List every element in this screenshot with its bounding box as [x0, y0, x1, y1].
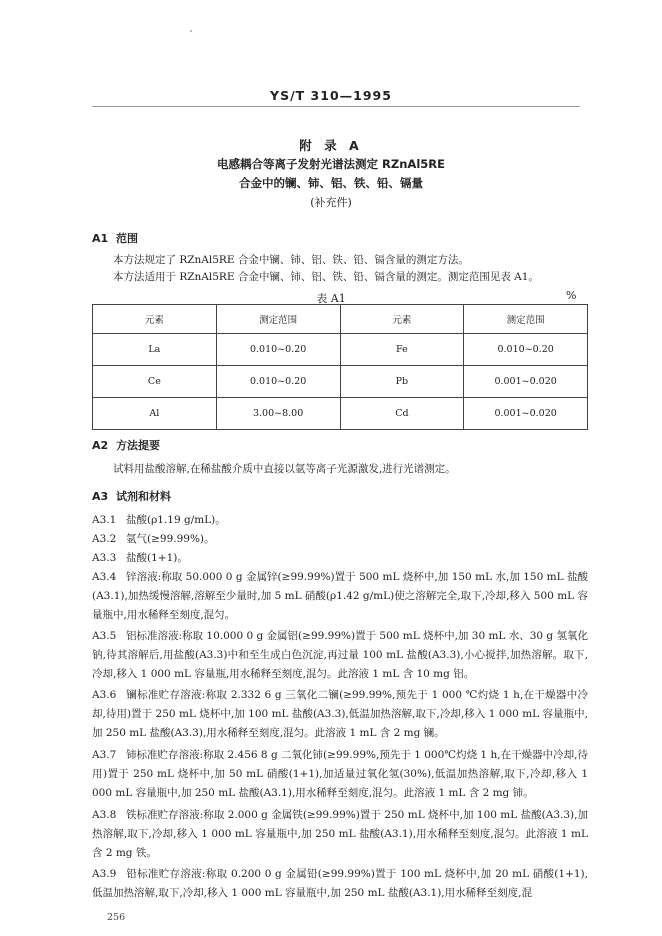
page-number: 256	[107, 912, 126, 923]
table-cell: 0.001~0.020	[464, 398, 588, 430]
table-header-cell: 元素	[340, 305, 464, 334]
table-row	[93, 366, 588, 398]
scan-speck	[190, 30, 192, 32]
table-a1	[92, 304, 588, 430]
item-number: A3.4	[92, 571, 117, 583]
item-number: A3.1	[92, 514, 117, 526]
list-item	[92, 746, 588, 803]
table-cell: Al	[93, 398, 217, 430]
section-a2-number: A2	[92, 439, 109, 452]
list-item	[92, 549, 588, 568]
section-a1-number: A1	[92, 232, 109, 245]
item-number: A3.6	[92, 689, 117, 701]
item-text: 锌溶液:称取 50.000 0 g 金属锌(≥99.99%)置于 500 mL 烧杯中,加 150 mL 水,加 150 mL 盐酸(A3.1),加热缓慢溶解,溶解至少量时,加 5 mL 硝酸(ρ1.42 g/mL)使之溶解完全,取下,冷却,移入 500 mL 容量瓶中,用水稀释至刻度,混匀。	[92, 571, 588, 621]
table-cell: Cd	[340, 398, 464, 430]
section-a1-paragraph-1: 本方法规定了 RZnAl5RE 合金中镧、铈、铝、铁、铅、镉含量的测定方法。	[113, 254, 469, 266]
table-cell: 0.001~0.020	[464, 366, 588, 398]
list-item	[92, 806, 588, 863]
table-cell: 0.010~0.20	[216, 366, 340, 398]
item-text: 铅标准贮存溶液:称取 0.200 0 g 金属铅(≥99.99%)置于 100 mL 烧杯中,加 20 mL 硝酸(1+1),低温加热溶解,取下,冷却,移入 1 000 mL 容量瓶中,加 250 mL 盐酸(A3.1),用水稀释至刻度,混	[92, 868, 588, 899]
table-cell: Pb	[340, 366, 464, 398]
list-item	[92, 627, 588, 684]
title-line-2: 合金中的镧、铈、铝、铁、铅、镉量	[239, 176, 423, 190]
standard-code: YS/T 310—1995	[270, 88, 392, 103]
item-number: A3.2	[92, 533, 117, 545]
list-item	[92, 530, 588, 549]
section-a2-heading	[92, 437, 160, 453]
list-item	[92, 686, 588, 743]
item-text: 铁标准贮存溶液:称取 2.000 g 金属铁(≥99.99%)置于 250 mL 烧杯中,加 100 mL 盐酸(A3.3),加热溶解,取下,冷却,移入 1 000 mL 容量瓶中,加 250 mL 盐酸(A3.1),用水稀释至刻度,混匀。此溶液 1 mL 含 2 mg 铁。	[92, 809, 588, 859]
table-header-cell: 元素	[93, 305, 217, 334]
table-header-row	[93, 305, 588, 334]
item-number: A3.9	[92, 868, 117, 880]
section-a2-title: 方法提要	[116, 439, 160, 452]
table-cell: 0.010~0.20	[464, 334, 588, 366]
title-line-1: 电感耦合等离子发射光谱法测定 RZnAl5RE	[217, 157, 445, 171]
table-cell: Fe	[340, 334, 464, 366]
section-a1-title: 范围	[116, 232, 138, 245]
item-text: 盐酸(ρ1.19 g/mL)。	[126, 514, 226, 526]
list-item	[92, 865, 588, 903]
section-a3-heading	[92, 488, 171, 504]
table-cell: 0.010~0.20	[216, 334, 340, 366]
section-a1-heading	[92, 230, 138, 246]
item-number: A3.5	[92, 630, 117, 642]
annex-label: 附 录 A	[299, 138, 363, 153]
list-item	[92, 568, 588, 625]
table-a1-caption: 表 A1	[316, 292, 346, 305]
item-text: 镧标准贮存溶液:称取 2.332 6 g 三氧化二镧(≥99.99%,预先于 1 000 ℃灼烧 1 h,在干燥器中冷却,待用)置于 250 mL 烧杯中,加 100 mL 盐酸(A3.3),低温加热溶解,取下,冷却,移入 1 000 mL 容量瓶中,加 250 mL 盐酸(A3.3),用水稀释至刻度,混匀。此溶液 1 mL 含 2 mg 镧。	[92, 689, 588, 739]
table-cell: 3.00~8.00	[216, 398, 340, 430]
item-number: A3.3	[92, 552, 117, 564]
item-number: A3.8	[92, 809, 117, 821]
header-rule	[92, 106, 580, 107]
table-header-cell: 测定范围	[464, 305, 588, 334]
table-header-cell: 测定范围	[216, 305, 340, 334]
annex-title-block	[0, 136, 662, 212]
table-row	[93, 334, 588, 366]
item-text: 铈标准贮存溶液:称取 2.456 8 g 二氧化铈(≥99.99%,预先于 1 000℃灼烧 1 h,在干燥器中冷却,待用)置于 250 mL 烧杯中,加 50 mL 硝酸(1+1),加适量过氧化氢(30%),低温加热溶解,取下,冷却,移入 1 000 mL 容量瓶中,加 250 mL 盐酸(A3.1),用水稀释至刻度,混匀。此溶液 1 mL 含 2 mg 铈。	[92, 749, 588, 799]
section-a3-number: A3	[92, 490, 109, 503]
title-subtitle: (补充件)	[310, 196, 352, 209]
item-text: 盐酸(1+1)。	[126, 552, 188, 564]
table-cell: Ce	[93, 366, 217, 398]
table-a1-unit: %	[566, 289, 577, 302]
item-text: 氩气(≥99.99%)。	[126, 533, 215, 545]
table-cell: La	[93, 334, 217, 366]
item-text: 铝标准溶液:称取 10.000 0 g 金属铝(≥99.99%)置于 500 mL 烧杯中,加 30 mL 水、30 g 氢氧化钠,待其溶解后,用盐酸(A3.3)中和至生成白色沉淀,再过量 100 mL 盐酸(A3.3),小心搅拌,加热溶解。取下,冷却,移入 1 000 mL 容量瓶,用水稀释至刻度,混匀。此溶液 1 mL 含 10 mg 铝。	[92, 630, 588, 680]
section-a1-paragraph-2: 本方法适用于 RZnAl5RE 合金中镧、铈、铝、铁、铅、镉含量的测定。测定范围见表 A1。	[113, 271, 539, 283]
table-row	[93, 398, 588, 430]
section-a3-title: 试剂和材料	[116, 490, 171, 503]
list-item	[92, 511, 588, 530]
section-a2-paragraph-1: 试料用盐酸溶解,在稀盐酸介质中直接以氩等离子光源激发,进行光谱测定。	[113, 463, 456, 475]
item-number: A3.7	[92, 749, 117, 761]
